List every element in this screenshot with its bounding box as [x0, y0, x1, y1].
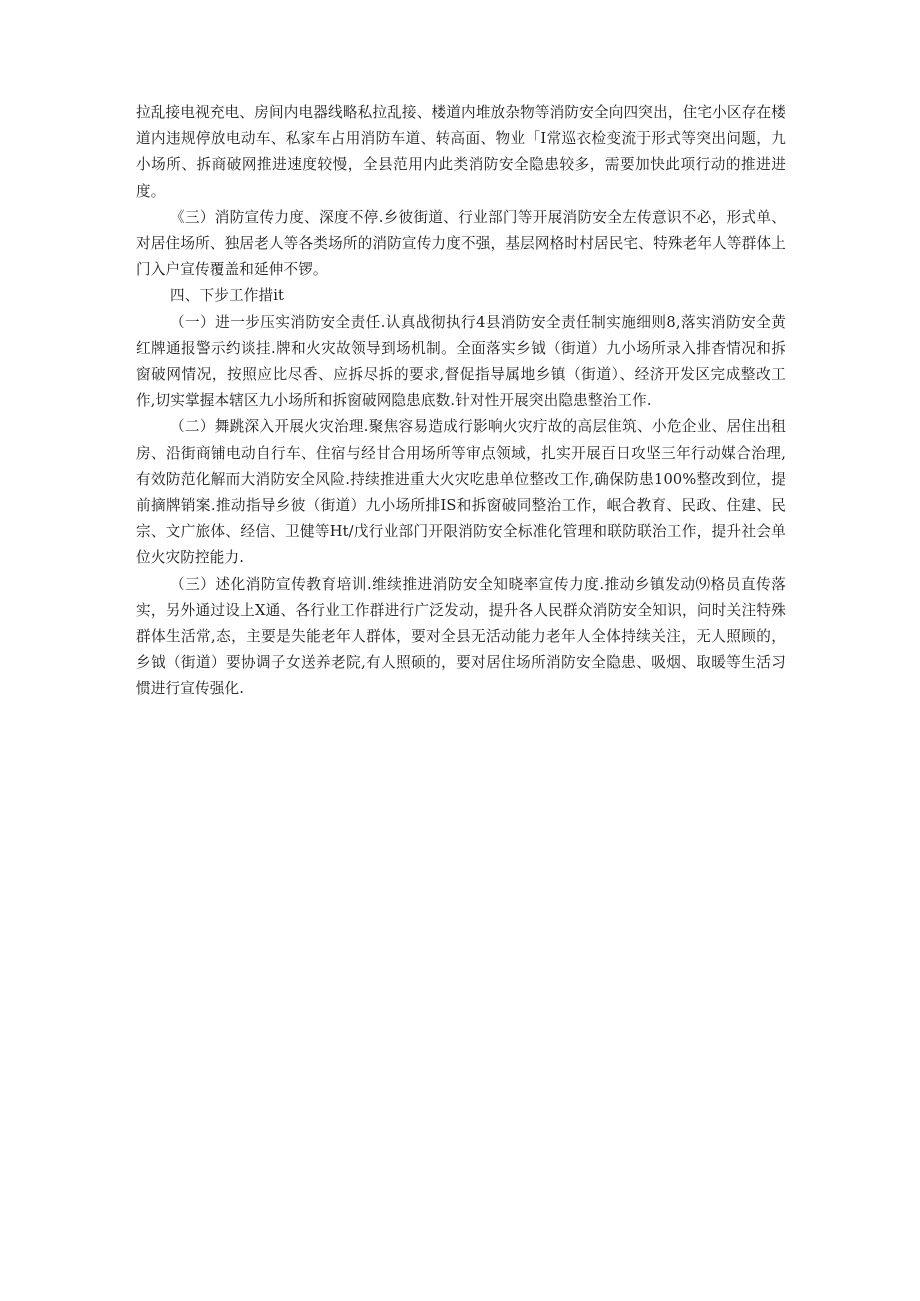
paragraph-continuation: 拉乱接电视充电、房间内电器线略私拉乱接、楼道内堆放杂物等消防安全向四突出，住宅小区存在楼道内违规停放电动车、私家车占用消防车道、转高面、物业「I常巡衣检变流于形式等突出问题，九小场所、拆商破网推进速度较慢，全县范用内此类消防安全隐患较多，需要加快此项行动的推进进度。	[136, 104, 786, 200]
paragraph-step-one: （一）进一步压实消防安全责任.认真战彻执行4县消防安全责任制实施细则8,落实消防安全黄红牌通报警示约谈挂.牌和火灾故领导到场机制。全面落实乡钺（街道）九小场所录入排杳情况和拆窗破网情况，按照应比尽香、应拆尽拆的要求,督促指导属地乡镇（街道）、经济开发区完成整改工作,切实掌握本辖区九小场所和拆窗破网隐患底数.针对性开展突出隐患整治工作.	[136, 313, 786, 410]
section-heading-next-steps: 四、下步工作措it	[170, 287, 285, 305]
paragraph-step-three: （三）述化消防宣传教育培训.维续推进消防安全知晓率宣传力度.推动乡镇发动⑼格员直传落实，另外通过设上X通、各行业工作群进行广泛发动，提升各人民群众消防安全知识，问时关注特殊群体生活常,态，主要是失能老年人群体，要对全县无活动能力老年人全体持续关注，无人照顾的，乡钺（街道）要协调子女送养老院,有人照硕的，要对居住场所消防安全隐患、吸烟、取暖等生活习惯进行宣传强化.	[136, 575, 786, 698]
paragraph-step-two: （二）舞跳深入开展火灾治理.聚焦容易造成行影响火灾疔故的高层隹筑、小危企业、居住出租房、沿街商铺电动自行车、住宿与经甘合用场所等审点领域，扎实开展百日攻坚三年行动媒合治理,有效防范化解而大消防安全风险.持续推进重大火灾吃患单位整改工作,确保防患100%整改到位，提前摘牌销案.推动指导乡彼（街道）九小场所排IS和拆窗破同整治工作，岷合教育、民政、住建、民宗、文广旅体、经信、卫健等Ht/戊行业部门开限消防安全标准化管理和联防联治工作，提升社会单位火灾防控能力.	[136, 418, 786, 567]
paragraph-publicity-issue: 《三）消防宣传力度、深度不停.乡彼街道、行业部门等开展消防安全左传意识不必，形式单、对居住场所、独居老人等各类场所的消防宣传力度不强，基层网格时村居民宅、特殊老年人等群体上门入户宣传覆盖和延伸不锣。	[136, 208, 786, 279]
document-body	[136, 100, 786, 703]
